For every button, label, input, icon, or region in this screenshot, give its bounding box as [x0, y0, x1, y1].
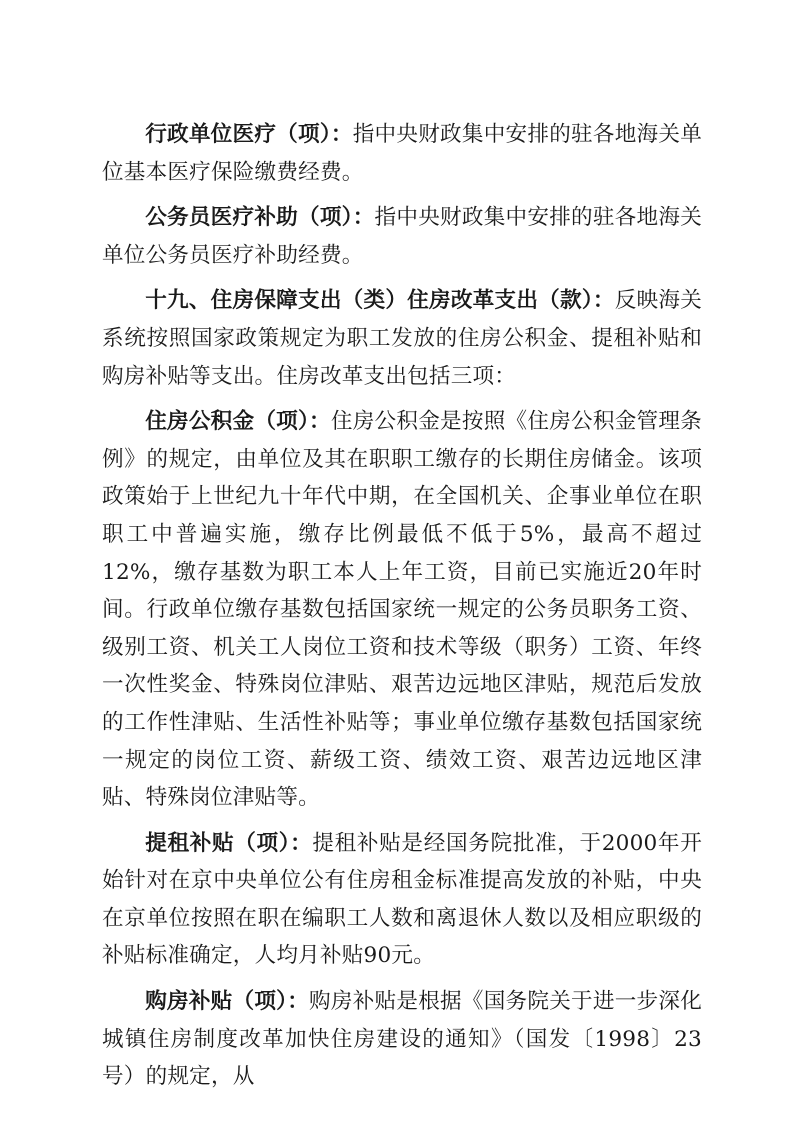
- term-civil-servant-medical-subsidy: 公务员医疗补助（项）：: [145, 205, 375, 231]
- paragraph-rent-subsidy: [102, 825, 702, 975]
- term-housing-provident-fund: 住房公积金（项）：: [145, 409, 331, 435]
- paragraph-civil-servant-medical-subsidy: [102, 199, 702, 274]
- document-body: [102, 116, 702, 1096]
- paragraph-text: 指中央财政集中安排的驻各地海关单位公务员医疗补助经费。: [102, 205, 702, 268]
- paragraph-text: 反映海关系统按照国家政策规定为职工发放的住房公积金、提租补贴和购房补贴等支出。住房改革支出包括三项：: [102, 288, 702, 389]
- paragraph-housing-security: [102, 282, 702, 395]
- term-housing-security: 十九、住房保障支出（类）住房改革支出（款）：: [145, 288, 615, 314]
- paragraph-text: 指中央财政集中安排的驻各地海关单位基本医疗保险缴费经费。: [102, 122, 703, 185]
- paragraph-housing-purchase-subsidy: [102, 983, 702, 1096]
- paragraph-administrative-medical: [102, 116, 702, 191]
- paragraph-housing-provident-fund: [102, 403, 702, 817]
- paragraph-text: 提租补贴是经国务院批准，于2000年开始针对在京中央单位公有住房租金标准提高发放的补贴，中央在京单位按照在职在编职工人数和离退休人数以及相应职级的补贴标准确定，人均月补贴90元。: [102, 830, 702, 969]
- paragraph-text: 住房公积金是按照《住房公积金管理条例》的规定，由单位及其在职职工缴存的长期住房储金。该项政策始于上世纪九十年代中期，在全国机关、企事业单位在职职工中普遍实施，缴存比例最低不低于5%，最高不超过12%，缴存基数为职工本人上年工资，目前已实施近20年时间。行政单位缴存基数包括国家统一规定的公务员职务工资、级别工资、机关工人岗位工资和技术等级（职务）工资、年终一次性奖金、特殊岗位津贴、艰苦边远地区津贴，规范后发放的工作性津贴、生活性补贴等；事业单位缴存基数包括国家统一规定的岗位工资、薪级工资、绩效工资、艰苦边远地区津贴、特殊岗位津贴等。: [102, 409, 702, 811]
- term-rent-subsidy: 提租补贴（项）：: [145, 830, 313, 856]
- term-administrative-medical: 行政单位医疗（项）：: [145, 122, 353, 147]
- paragraph-text: 购房补贴是根据《国务院关于进一步深化城镇住房制度改革加快住房建设的通知》（国发〔1998〕23号）的规定，从: [102, 989, 702, 1090]
- term-housing-purchase-subsidy: 购房补贴（项）：: [145, 989, 310, 1015]
